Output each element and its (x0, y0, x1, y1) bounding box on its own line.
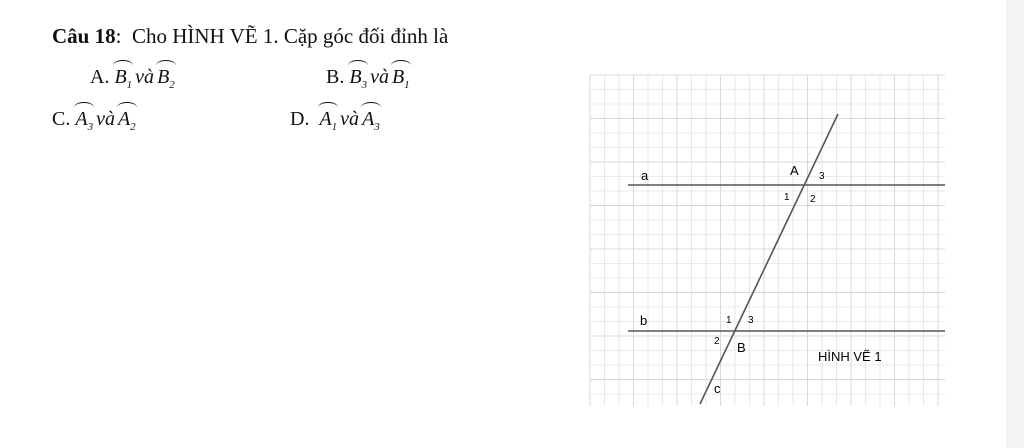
grid-background (590, 75, 945, 406)
angle-sub: 3 (374, 121, 380, 133)
angle-sub: 1 (126, 79, 133, 91)
angle-letter: B (114, 66, 127, 88)
option-key: B. (326, 66, 345, 88)
angle-sub: 3 (87, 121, 94, 133)
angle-letter: A (362, 108, 375, 130)
joiner-text: và (370, 66, 389, 88)
option-key: A. (90, 66, 110, 88)
question-text: Cho HÌNH VẼ 1. Cặp góc đối đỉnh là (131, 24, 449, 48)
angle-a1-label: 1 (784, 192, 790, 203)
question-number: Câu 18 (52, 24, 116, 48)
joiner-text: và (96, 108, 115, 130)
angle-sub: 2 (130, 121, 136, 133)
joiner-text: và (135, 66, 155, 88)
angle-a3-label: 3 (819, 171, 825, 182)
angle-sub: 1 (331, 121, 338, 133)
angle-letter: A (117, 108, 131, 130)
figure-caption: HÌNH VẼ 1 (818, 349, 882, 364)
angle-b3-label: 3 (748, 315, 754, 326)
option-key: C. (52, 108, 71, 130)
angle-letter: B (349, 66, 362, 88)
angle-letter: A (75, 108, 88, 130)
label-point-a: A (790, 163, 799, 178)
angle-b1-label: 1 (726, 315, 732, 326)
label-b: b (640, 313, 648, 328)
angle-a2-label: 2 (810, 194, 816, 205)
angle-letter: A (319, 108, 332, 130)
label-point-b: B (737, 340, 746, 355)
angle-letter: B (391, 66, 405, 88)
label-a: a (641, 168, 649, 183)
angle-sub: 1 (404, 79, 410, 91)
option-key: D. (290, 108, 310, 130)
joiner-text: và (340, 108, 360, 130)
label-c: c (714, 381, 721, 396)
question-colon: : (115, 24, 122, 48)
angle-b2-label: 2 (714, 336, 720, 347)
angle-sub: 2 (169, 79, 175, 91)
angle-letter: B (157, 66, 170, 88)
angle-sub: 3 (361, 79, 368, 91)
